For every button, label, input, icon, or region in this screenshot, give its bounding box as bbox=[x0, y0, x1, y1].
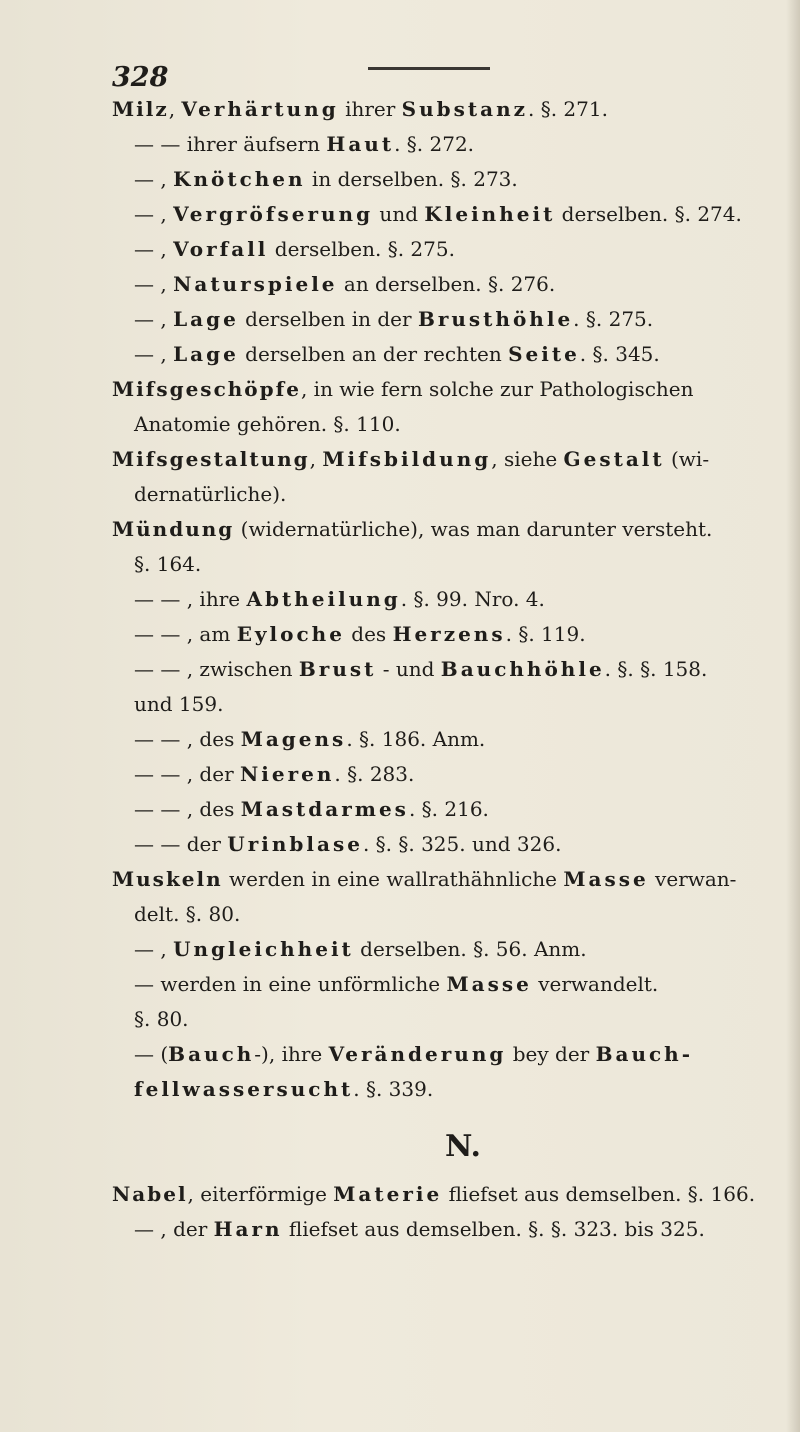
index-text-run: , bbox=[168, 97, 182, 121]
index-text-run: , in wie fern solche zur Pathologischen bbox=[300, 377, 694, 401]
index-term: Harn bbox=[213, 1217, 283, 1241]
index-text bbox=[112, 92, 792, 1247]
index-text-run: — — , des bbox=[134, 797, 241, 821]
index-term: Vergröfserung bbox=[173, 202, 374, 226]
index-text-run: -), ihre bbox=[254, 1042, 329, 1066]
index-text-run: , siehe bbox=[491, 447, 564, 471]
index-term: Lage bbox=[173, 307, 239, 331]
index-continuation bbox=[112, 547, 792, 582]
index-text-run: . §. §. 325. und 326. bbox=[362, 832, 562, 856]
index-term: Magens bbox=[240, 727, 347, 751]
index-term: Mifsgeschöpfe bbox=[112, 377, 301, 401]
index-term: Bauch bbox=[168, 1042, 255, 1066]
index-entry bbox=[112, 92, 792, 127]
index-text-run: . §. 186. Anm. bbox=[346, 727, 486, 751]
index-text-run: fliefset aus demselben. §. 166. bbox=[442, 1182, 756, 1206]
index-text-run: bey der bbox=[506, 1042, 596, 1066]
index-subentry bbox=[112, 337, 792, 372]
index-text-run: — werden in eine unförmliche bbox=[134, 972, 447, 996]
index-text-run: dernatürliche). bbox=[134, 482, 287, 506]
index-text-run: — — , des bbox=[134, 727, 241, 751]
index-text-run: . §. §. 158. bbox=[604, 657, 708, 681]
index-term: Verhärtung bbox=[181, 97, 339, 121]
index-text-run: . §. 339. bbox=[353, 1077, 434, 1101]
index-term: Lage bbox=[173, 342, 239, 366]
index-text-run: ihrer bbox=[338, 97, 402, 121]
index-text-run: §. 164. bbox=[134, 552, 202, 576]
index-subentry bbox=[112, 652, 792, 687]
index-text-run: . §. 99. Nro. 4. bbox=[400, 587, 545, 611]
index-term: Nabel bbox=[112, 1182, 188, 1206]
index-subentry bbox=[112, 582, 792, 617]
index-text-run: verwan- bbox=[648, 867, 737, 891]
index-term: Vorfall bbox=[173, 237, 269, 261]
index-subentry bbox=[112, 127, 792, 162]
index-text-run: — , bbox=[134, 937, 174, 961]
header-rule bbox=[368, 67, 490, 70]
index-entry bbox=[112, 442, 792, 477]
index-term: Eyloche bbox=[236, 622, 345, 646]
index-subentry bbox=[112, 617, 792, 652]
index-text-run: . §. 345. bbox=[579, 342, 660, 366]
index-text-run: — , bbox=[134, 202, 174, 226]
index-term: Materie bbox=[333, 1182, 443, 1206]
index-term: Seite bbox=[508, 342, 580, 366]
index-text-run: §. 80. bbox=[134, 1007, 189, 1031]
index-text-run: derselben an der rechten bbox=[238, 342, 509, 366]
index-term: Herzens bbox=[392, 622, 506, 646]
index-term: Haut bbox=[326, 132, 395, 156]
index-text-run: — , bbox=[134, 307, 174, 331]
index-term: Naturspiele bbox=[173, 272, 338, 296]
index-text-run: derselben in der bbox=[238, 307, 418, 331]
page-number: 328 bbox=[112, 62, 169, 93]
index-text-run: verwandelt. bbox=[531, 972, 659, 996]
index-term: Brusthöhle bbox=[417, 307, 574, 331]
index-text-run: . §. 216. bbox=[408, 797, 489, 821]
index-text-run: Anatomie gehören. §. 110. bbox=[134, 412, 401, 436]
index-term: Mastdarmes bbox=[240, 797, 409, 821]
index-continuation bbox=[112, 1072, 792, 1107]
index-term: Ungleichheit bbox=[173, 937, 354, 961]
index-text-run: , bbox=[309, 447, 323, 471]
index-text-run: — — der bbox=[134, 832, 228, 856]
index-entry bbox=[112, 512, 792, 547]
index-text-run: — — , ihre bbox=[134, 587, 247, 611]
index-subentry bbox=[112, 932, 792, 967]
index-term: Bauchhöhle bbox=[440, 657, 605, 681]
index-term: Milz bbox=[112, 97, 169, 121]
index-term: Urinblase bbox=[227, 832, 363, 856]
index-entry bbox=[112, 372, 792, 407]
index-text-run: , eiterförmige bbox=[187, 1182, 334, 1206]
index-text-run: delt. §. 80. bbox=[134, 902, 241, 926]
index-text-run: fliefset aus demselben. §. §. 323. bis 325. bbox=[282, 1217, 705, 1241]
index-term: Mifsbildung bbox=[322, 447, 492, 471]
index-text-run: — , der bbox=[134, 1217, 214, 1241]
index-subentry bbox=[112, 827, 792, 862]
index-subentry bbox=[112, 267, 792, 302]
index-entry bbox=[112, 1177, 792, 1212]
index-subentry bbox=[112, 1212, 792, 1247]
index-text-run: — , bbox=[134, 272, 174, 296]
index-entry bbox=[112, 862, 792, 897]
index-term: Masse bbox=[563, 867, 649, 891]
index-subentry bbox=[112, 792, 792, 827]
index-term: fellwassersucht bbox=[134, 1077, 354, 1101]
index-text-run: — — , am bbox=[134, 622, 237, 646]
index-section-m bbox=[112, 92, 792, 1107]
index-text-run: - und bbox=[376, 657, 441, 681]
index-text-run: (widernatürliche), was man darunter versteht. bbox=[234, 517, 713, 541]
index-term: Kleinheit bbox=[424, 202, 556, 226]
index-term: Masse bbox=[446, 972, 532, 996]
index-continuation bbox=[112, 897, 792, 932]
index-text-run: und 159. bbox=[134, 692, 224, 716]
index-text-run: . §. 272. bbox=[394, 132, 475, 156]
index-continuation bbox=[112, 477, 792, 512]
index-term: Mifsgestaltung bbox=[112, 447, 310, 471]
index-continuation bbox=[112, 687, 792, 722]
index-term: Knötchen bbox=[173, 167, 306, 191]
index-text-run: . §. 275. bbox=[573, 307, 654, 331]
index-text-run: an derselben. §. 276. bbox=[337, 272, 556, 296]
index-subentry bbox=[112, 232, 792, 267]
index-text-run: — — , der bbox=[134, 762, 240, 786]
index-text-run: . §. 271. bbox=[528, 97, 608, 121]
index-subentry bbox=[112, 757, 792, 792]
index-continuation bbox=[112, 407, 792, 442]
index-text-run: derselben. §. 275. bbox=[268, 237, 455, 261]
index-text-run: . §. 119. bbox=[505, 622, 586, 646]
index-text-run: — — ihrer äufsern bbox=[134, 132, 327, 156]
index-text-run: derselben. §. 274. bbox=[555, 202, 742, 226]
section-letter: N. bbox=[445, 1129, 481, 1164]
index-subentry bbox=[112, 197, 792, 232]
index-term: Brust bbox=[298, 657, 377, 681]
index-subentry bbox=[112, 722, 792, 757]
index-text-run: und bbox=[373, 202, 425, 226]
index-term: Abtheilung bbox=[246, 587, 401, 611]
index-term: Veränderung bbox=[328, 1042, 507, 1066]
index-text-run: werden in eine wallrathähnliche bbox=[222, 867, 564, 891]
index-subentry bbox=[112, 162, 792, 197]
index-text-run: — , bbox=[134, 342, 174, 366]
index-term: Bauch- bbox=[595, 1042, 694, 1066]
index-term: Muskeln bbox=[112, 867, 223, 891]
index-subentry bbox=[112, 1037, 792, 1072]
index-term: Nieren bbox=[240, 762, 335, 786]
index-subentry bbox=[112, 967, 792, 1002]
index-text-run: (wi- bbox=[664, 447, 710, 471]
index-text-run: — , bbox=[134, 167, 174, 191]
index-term: Substanz bbox=[401, 97, 528, 121]
index-text-run: in derselben. §. 273. bbox=[305, 167, 518, 191]
index-term: Gestalt bbox=[563, 447, 665, 471]
index-text-run: des bbox=[344, 622, 393, 646]
index-text-run: . §. 283. bbox=[334, 762, 415, 786]
index-subentry bbox=[112, 302, 792, 337]
index-text-run: — ( bbox=[134, 1042, 169, 1066]
index-term: Mündung bbox=[112, 517, 235, 541]
index-text-run: derselben. §. 56. Anm. bbox=[353, 937, 587, 961]
index-continuation bbox=[112, 1002, 792, 1037]
index-text-run: — , bbox=[134, 237, 174, 261]
index-section-n bbox=[112, 1177, 792, 1247]
index-text-run: — — , zwischen bbox=[134, 657, 299, 681]
